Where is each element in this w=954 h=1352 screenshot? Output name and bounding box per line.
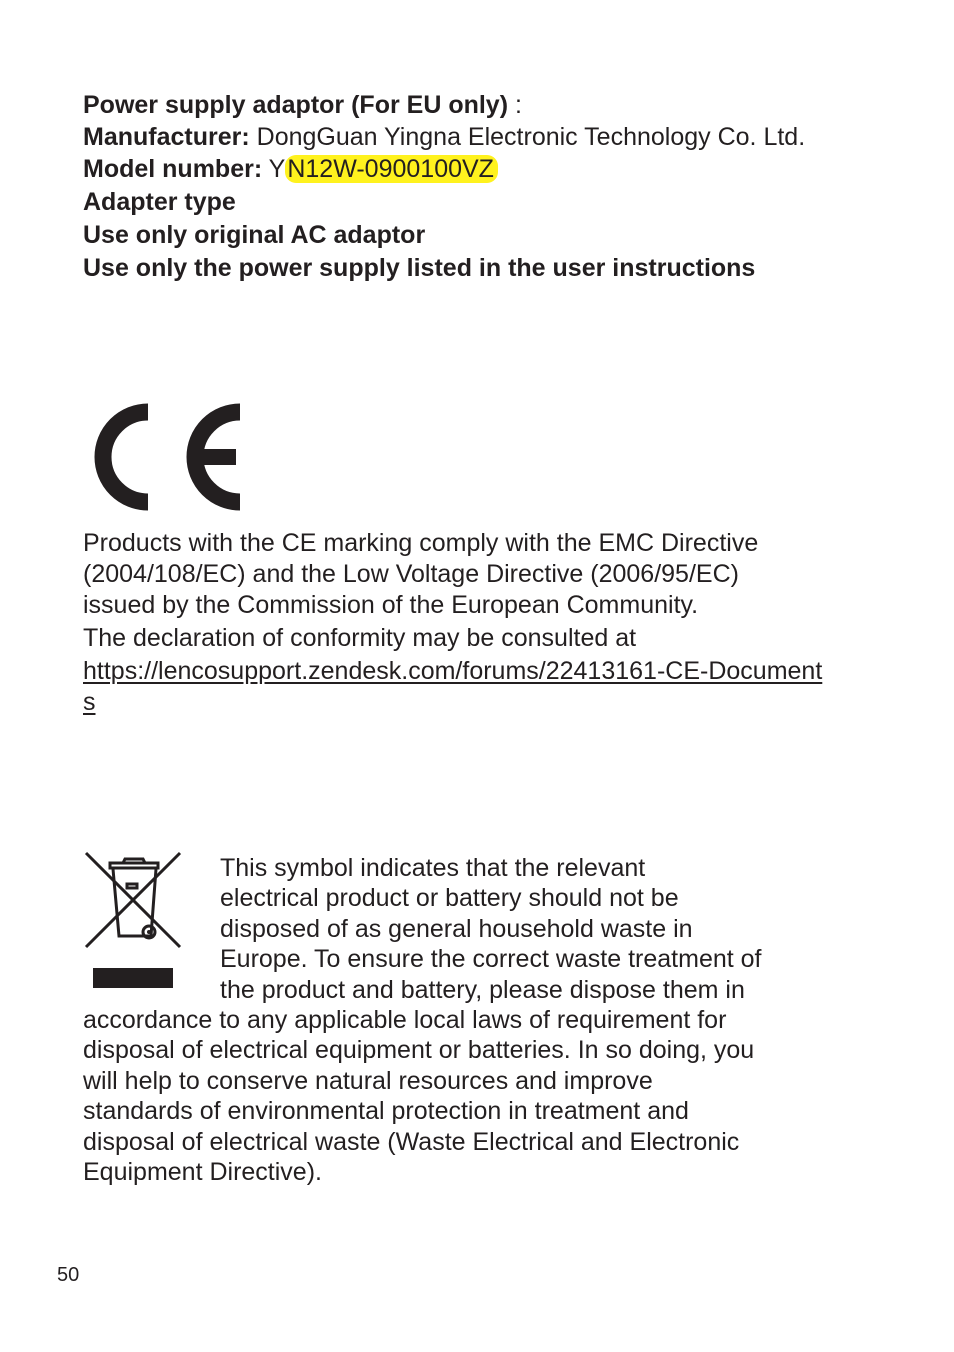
- weee-line: disposal of electrical equipment or batteries. In so doing, you: [83, 1036, 755, 1065]
- weee-line: the product and battery, please dispose them in: [220, 975, 745, 1004]
- ce-mark-icon: [82, 400, 242, 514]
- ce-documents-link[interactable]: https://lencosupport.zendesk.com/forums/22413161-CE-Documents: [83, 657, 823, 716]
- weee-line: will help to conserve natural resources and improve: [83, 1066, 653, 1095]
- manufacturer-label: Manufacturer:: [83, 123, 250, 151]
- declaration-text: The declaration of conformity may be consulted at: [83, 624, 637, 652]
- weee-line: Europe. To ensure the correct waste treatment of: [220, 945, 762, 974]
- weee-line: disposal of electrical waste (Waste Electrical and Electronic: [83, 1127, 740, 1156]
- manufacturer-line: [83, 122, 883, 153]
- model-line: [83, 153, 883, 186]
- ce-text-line-3: issued by the Commission of the European Community.: [83, 591, 699, 619]
- adaptor-heading-suffix: :: [508, 91, 522, 119]
- weee-line: electrical product or battery should not be: [220, 884, 679, 913]
- ce-text-line-1: Products with the CE marking comply with the EMC Directive: [83, 529, 759, 557]
- power-supply-note-line: [83, 252, 883, 285]
- weee-section: [83, 853, 883, 1187]
- ce-text-line-2: (2004/108/EC) and the Low Voltage Directive (2006/95/EC): [83, 560, 739, 588]
- adapter-type: Adapter type: [83, 188, 236, 216]
- adaptor-heading-line: [83, 89, 883, 122]
- weee-line: This symbol indicates that the relevant: [220, 854, 646, 882]
- weee-line: accordance to any applicable local laws of requirement for: [83, 1006, 727, 1035]
- ce-compliance-section: [83, 528, 883, 718]
- power-adaptor-section: [83, 89, 883, 285]
- manufacturer-value: DongGuan Yingna Electronic Technology Co. Ltd.: [249, 123, 806, 151]
- weee-line: standards of environmental protection in treatment and: [83, 1097, 689, 1126]
- model-number-highlight: N12W-0900100VZ: [285, 155, 498, 183]
- adapter-type-line: [83, 186, 883, 219]
- original-ac-note: Use only original AC adaptor: [83, 221, 426, 249]
- weee-line: Equipment Directive).: [83, 1158, 322, 1187]
- original-ac-line: [83, 219, 883, 252]
- page-number: 50: [57, 1264, 80, 1286]
- weee-line: disposed of as general household waste in: [220, 914, 693, 943]
- power-supply-note: Use only the power supply listed in the user instructions: [83, 254, 756, 282]
- model-prefix: Y: [262, 155, 286, 183]
- adaptor-heading: Power supply adaptor (For EU only): [83, 91, 509, 119]
- model-label: Model number:: [83, 155, 263, 183]
